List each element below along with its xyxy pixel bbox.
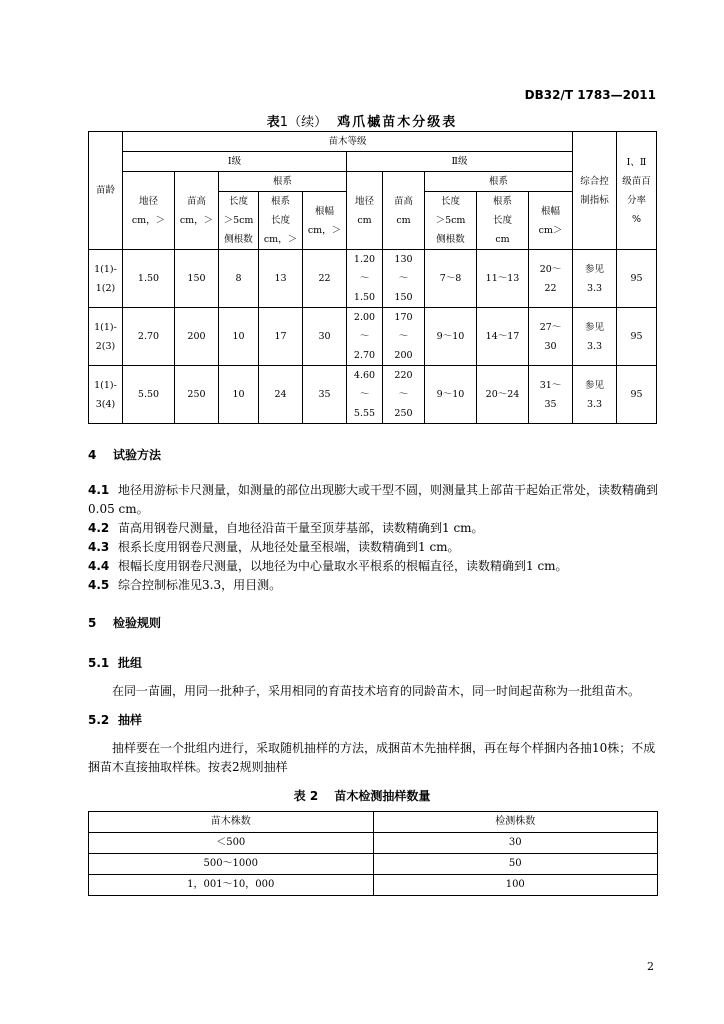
cell: 8 [219,250,259,308]
cell: 35 [303,366,347,424]
item-4-1: 4.1 地径用游标卡尺测量，如测量的部位出现膨大或干型不圆，则测量其上部苗干起始正常处，读数精确到0.05 cm。 [88,483,659,516]
cell: 9～10 [425,308,477,366]
cell: 4.60 ～ 5.55 [347,366,383,424]
cell: ＜500 [89,833,374,854]
item-4-2: 4.2 苗高用钢卷尺测量，自地径沿苗干量至顶芽基部，读数精确到1 cm。 [88,521,484,535]
header-grade: 苗木等级 [123,132,573,152]
header-control: 综合控 制指标 [573,132,617,250]
cell: 20～24 [477,366,529,424]
cell: 170 ～ 200 [383,308,425,366]
cell: 1.50 [123,250,175,308]
header-grade1: Ⅰ级 [123,152,347,172]
table-row [89,250,657,308]
cell: 13 [259,250,303,308]
cell: 9～10 [425,366,477,424]
cell: 100 [373,875,658,896]
cell: 参见 3.3 [573,366,617,424]
cell: 10 [219,366,259,424]
cell: 14～17 [477,308,529,366]
cell: 参见 3.3 [573,308,617,366]
cell: 95 [617,308,657,366]
cell: 1，001～10，000 [89,875,374,896]
g2-root-sys: 根系 [425,172,573,192]
table-row [89,366,657,424]
section-4-items [88,481,658,595]
table2-title: 表 2 苗木检测抽样数量 [293,789,431,803]
cell: 500～1000 [89,854,374,875]
g1-root-len: 长度 ＞5cm 侧根数 [219,192,259,250]
cell: 30 [303,308,347,366]
g1-root-sys-len: 根系 长度 cm，＞ [259,192,303,250]
section-5-2-text: 抽样要在一个批组内进行，采取随机抽样的方法，成捆苗木先抽样捆，再在每个样捆内各抽10株；不成捆苗木直接抽取样株。按表2规则抽样 [88,741,656,774]
table-row [89,854,658,875]
age-cell: 1(1)- 3(4) [89,366,123,424]
cell: 1.20 ～ 1.50 [347,250,383,308]
item-4-5: 4.5 综合控制标准见3.3，用目测。 [88,578,282,592]
cell: 50 [373,854,658,875]
cell: 17 [259,308,303,366]
cell: 20～ 22 [529,250,573,308]
cell: 11～13 [477,250,529,308]
g1-root-sys: 根系 [219,172,347,192]
cell: 95 [617,250,657,308]
cell: 200 [175,308,219,366]
header-age: 苗龄 [89,132,123,250]
cell: 31～ 35 [529,366,573,424]
g2-root-width: 根幅 cm＞ [529,192,573,250]
cell: 30 [373,833,658,854]
table-row [89,833,658,854]
cell: 参见 3.3 [573,250,617,308]
cell: 130 ～ 150 [383,250,425,308]
section-5-1-heading: 5.1 批组 [88,656,143,670]
g1-height: 苗高 cm，＞ [175,172,219,250]
cell: 220 ～ 250 [383,366,425,424]
g1-ground-diam: 地径 cm，＞ [123,172,175,250]
cell: 7～8 [425,250,477,308]
header-rate: Ⅰ、Ⅱ 级苗百 分率 % [617,132,657,250]
g2-height: 苗高 cm [383,172,425,250]
g2-root-sys-len: 根系 长度 cm [477,192,529,250]
age-cell: 1(1)- 2(3) [89,308,123,366]
cell: 95 [617,366,657,424]
g2-ground-diam: 地径 cm [347,172,383,250]
table1-title: 表1（续） 鸡爪槭苗木分级表 [266,115,458,130]
cell: 2.00 ～ 2.70 [347,308,383,366]
section-5-1-text: 在同一苗圃，用同一批种子，采用相同的育苗技术培育的同龄苗木，同一时间起苗称为一批组苗木。 [112,684,641,698]
sampling-table [88,811,658,896]
header-grade2: Ⅱ级 [347,152,573,172]
page-number: 2 [647,960,654,973]
g1-root-width: 根幅 cm，＞ [303,192,347,250]
grading-table [88,131,657,424]
item-4-3: 4.3 根系长度用钢卷尺测量，从地径处量至根端，读数精确到1 cm。 [88,540,460,554]
g2-root-len: 长度 ＞5cm 侧根数 [425,192,477,250]
document-code: DB32/T 1783—2011 [524,88,656,102]
cell: 250 [175,366,219,424]
cell: 22 [303,250,347,308]
header-seedlings: 苗木株数 [89,812,374,833]
cell: 2.70 [123,308,175,366]
cell: 5.50 [123,366,175,424]
section-4-heading: 4 试验方法 [88,448,162,462]
age-cell: 1(1)- 1(2) [89,250,123,308]
cell: 24 [259,366,303,424]
section-5-2-heading: 5.2 抽样 [88,713,143,727]
header-sample: 检测株数 [373,812,658,833]
cell: 150 [175,250,219,308]
item-4-4: 4.4 根幅长度用钢卷尺测量，以地径为中心量取水平根系的根幅直径，读数精确到1 cm。 [88,559,568,573]
table-row [89,308,657,366]
cell: 10 [219,308,259,366]
table-row [89,875,658,896]
section-5-heading: 5 检验规则 [88,616,162,630]
cell: 27～ 30 [529,308,573,366]
